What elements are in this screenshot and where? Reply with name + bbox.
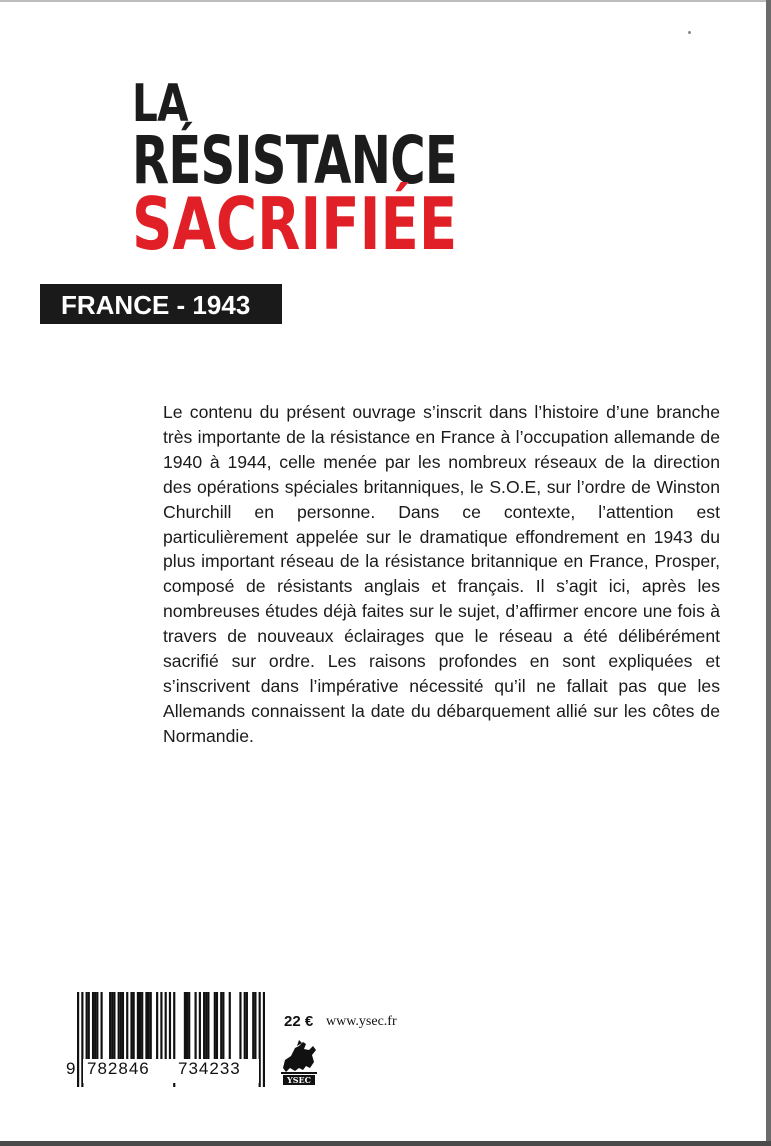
scan-speck bbox=[688, 31, 691, 34]
barcode-bar bbox=[220, 992, 222, 1059]
barcode-bar bbox=[86, 992, 88, 1059]
publisher-logo bbox=[279, 1038, 319, 1086]
barcode-bar bbox=[205, 992, 207, 1059]
barcode-bar bbox=[195, 992, 197, 1059]
barcode-lead-digit: 9 bbox=[66, 1059, 76, 1078]
barcode-bar bbox=[165, 992, 167, 1059]
barcode-bar bbox=[263, 992, 265, 1087]
barcode-digits bbox=[83, 1059, 259, 1083]
barcode-bar bbox=[160, 992, 162, 1059]
price: 22 € bbox=[284, 1013, 314, 1030]
barcode-bar bbox=[113, 992, 115, 1059]
publisher-website: www.ysec.fr bbox=[326, 1014, 397, 1029]
barcode-bar bbox=[186, 992, 188, 1059]
barcode-bar bbox=[184, 992, 186, 1059]
barcode-bar bbox=[239, 992, 241, 1059]
back-cover-blurb: Le contenu du présent ouvrage s’inscrit dans l’histoire d’une branche très importante de la résistance en France à l’occupation allemande de 1940 à 1944, celle menée par les nombreux réseaux de la direction des opérations spéciales britanniques, le S.O.E, sur l’ordre de Winston Churchill en personne. Dans ce contexte, l’attention est particulièrement appelée sur le dramatique effondrement en 1943 du plus important réseau de la résistance britannique en France, Prosper, composé de résistants anglais et français. Il s’agit ici, après les nombreuses études déjà faites sur le sujet, d’affirmer encore une fois à travers de nouveaux éclairages que le réseau a été délibérément sacrifié sur ordre. Les raisons profondes en sont expliquées et s’inscrivent dans l’impérative nécessité qu’il ne fallait pas que les Allemands connaissent la date du débarquement allié sur les côtes de Normandie. bbox=[163, 402, 720, 746]
barcode-bar bbox=[188, 992, 190, 1059]
title-line-resistance: RÉSISTANCE bbox=[132, 122, 458, 199]
barcode-bar bbox=[118, 992, 120, 1059]
page-edge-right bbox=[766, 0, 771, 1146]
page-edge-bottom bbox=[0, 1141, 771, 1146]
barcode-bar bbox=[222, 992, 224, 1059]
barcode-bar bbox=[139, 992, 141, 1059]
barcode-bar bbox=[141, 992, 143, 1059]
barcode-bar bbox=[130, 992, 132, 1059]
barcode-bar bbox=[101, 992, 103, 1059]
publisher-logo-text: YSEC bbox=[287, 1075, 311, 1085]
page-edge-top bbox=[0, 0, 771, 2]
barcode-bar bbox=[94, 992, 96, 1059]
barcode-bar bbox=[229, 992, 231, 1059]
barcode-bar bbox=[88, 992, 90, 1059]
title-line-sacrifiee: SACRIFIÉE bbox=[132, 182, 458, 266]
subtitle-banner-text: FRANCE - 1943 bbox=[61, 290, 251, 320]
barcode-bar bbox=[246, 992, 248, 1059]
barcode-bar bbox=[216, 992, 218, 1059]
subtitle-banner bbox=[40, 284, 282, 324]
barcode-bar bbox=[145, 992, 147, 1059]
barcode-bar bbox=[214, 992, 216, 1059]
barcode-bar bbox=[126, 992, 128, 1059]
barcode-bar bbox=[96, 992, 98, 1059]
barcode-bar bbox=[169, 992, 171, 1059]
barcode-digits-group2: 734233 bbox=[178, 1059, 241, 1078]
barcode-bar bbox=[156, 992, 158, 1059]
barcode-bar bbox=[92, 992, 94, 1059]
barcode-bar bbox=[244, 992, 246, 1059]
barcode-bar bbox=[109, 992, 111, 1059]
barcode-bar bbox=[133, 992, 135, 1059]
barcode-bar bbox=[252, 992, 254, 1059]
barcode-bar bbox=[203, 992, 205, 1059]
barcode-bar bbox=[77, 992, 79, 1087]
barcode-bar bbox=[137, 992, 139, 1059]
barcode-digits-group1: 782846 bbox=[87, 1059, 150, 1078]
title-line-la: LA bbox=[132, 74, 188, 134]
barcode-bar bbox=[254, 992, 256, 1059]
barcode-bar bbox=[199, 992, 201, 1059]
barcode-bar bbox=[122, 992, 124, 1059]
barcode-bar bbox=[111, 992, 113, 1059]
barcode-bar bbox=[120, 992, 122, 1059]
barcode-bar bbox=[150, 992, 152, 1059]
horse-rider-icon bbox=[281, 1040, 317, 1074]
barcode-bar bbox=[148, 992, 150, 1059]
barcode-bar bbox=[207, 992, 209, 1059]
